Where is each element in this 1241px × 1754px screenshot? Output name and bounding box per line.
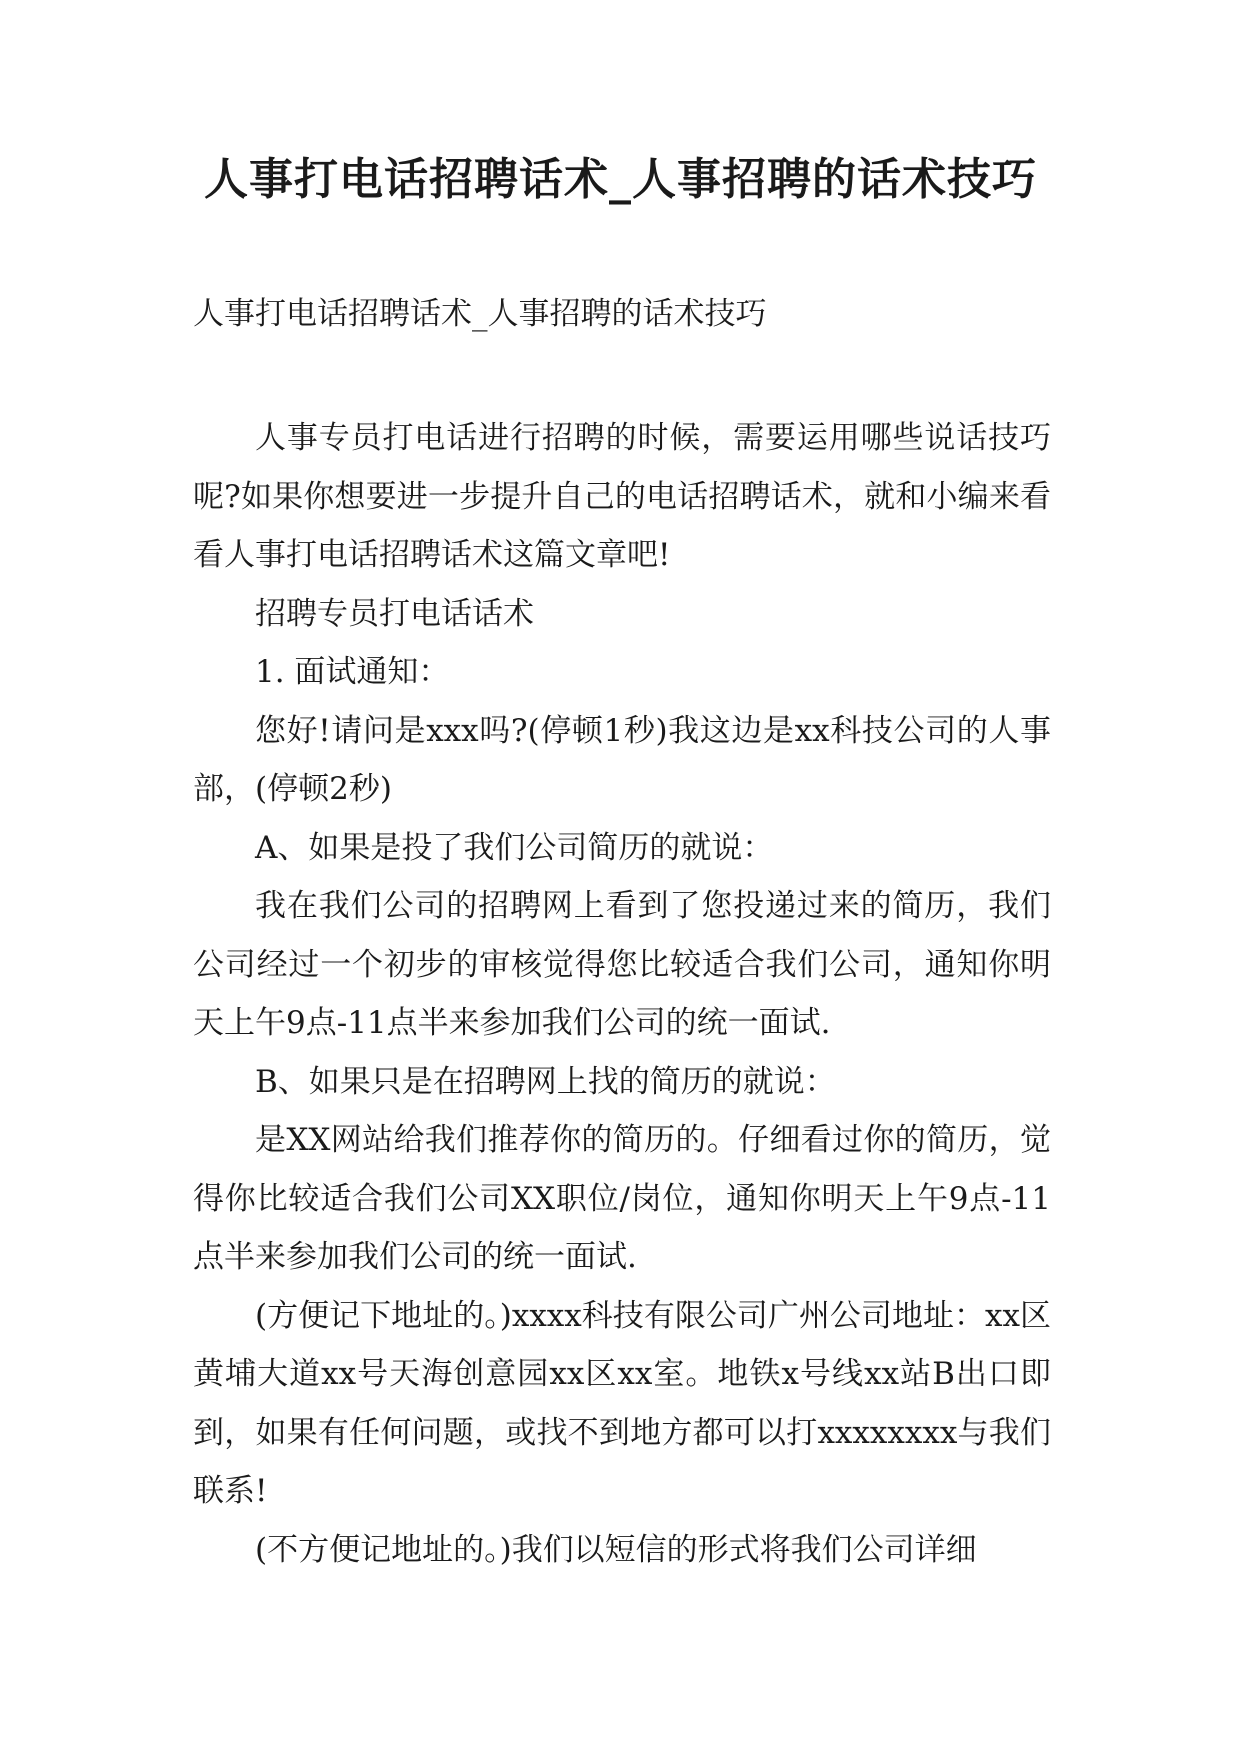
paragraph-address: (方便记下地址的。)xxxx科技有限公司广州公司地址：xx区黄埔大道xx号天海创意园xx区xx室。地铁x号线xx站B出口即到，如果有任何问题，或找不到地方都可以打xxxxxxxx与我们联系! (193, 1297, 1051, 1509)
document-title: 人事打电话招聘话术_人事招聘的话术技巧 (204, 154, 1037, 205)
paragraph-case-a: A、如果是投了我们公司简历的就说： (255, 829, 774, 866)
paragraph-case-a-script: 我在我们公司的招聘网上看到了您投递过来的简历，我们公司经过一个初步的审核觉得您比较适合我们公司，通知你明天上午9点-11点半来参加我们公司的统一面试. (193, 888, 1051, 1041)
paragraph-item-1: 1. 面试通知： (255, 654, 450, 690)
paragraph-case-b-script: 是XX网站给我们推荐你的简历的。仔细看过你的简历，觉得你比较适合我们公司XX职位/岗位，通知你明天上午9点-11点半来参加我们公司的统一面试. (193, 1122, 1051, 1275)
document-body (193, 409, 1051, 1579)
paragraph-section-heading: 招聘专员打电话话术 (255, 595, 534, 632)
paragraph-intro: 人事专员打电话进行招聘的时候，需要运用哪些说话技巧呢?如果你想要进一步提升自己的电话招聘话术，就和小编来看看人事打电话招聘话术这篇文章吧! (193, 420, 1051, 573)
paragraph-case-b: B、如果只是在招聘网上找的简历的就说： (255, 1063, 836, 1100)
document-subtitle: 人事打电话招聘话术_人事招聘的话术技巧 (193, 296, 767, 332)
paragraph-greeting: 您好!请问是xxx吗?(停顿1秒)我这边是xx科技公司的人事部，(停顿2秒) (193, 712, 1051, 807)
paragraph-sms: (不方便记地址的。)我们以短信的形式将我们公司详细 (255, 1531, 977, 1568)
